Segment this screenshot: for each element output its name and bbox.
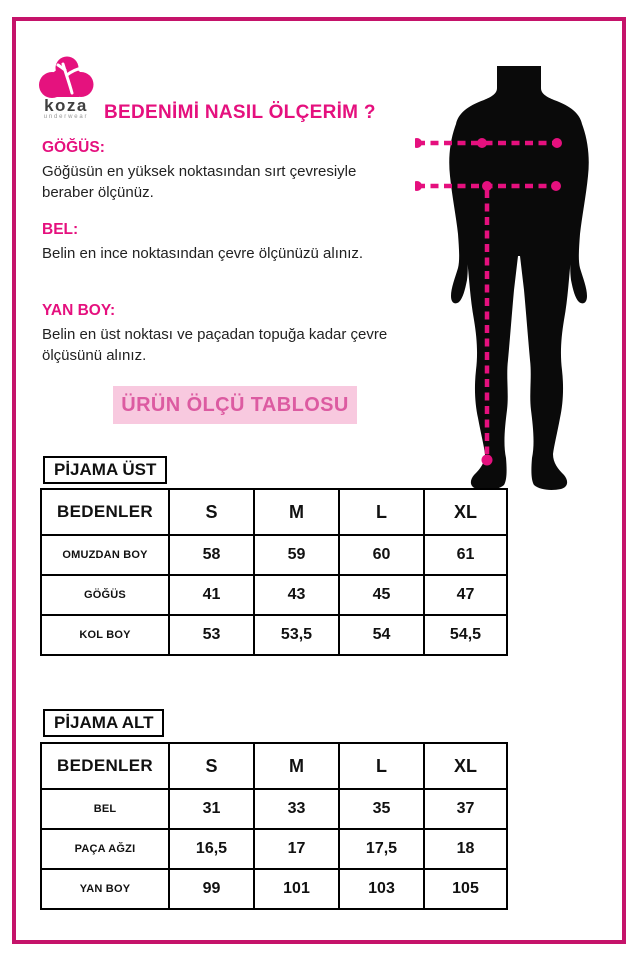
section-heading-yanboy: YAN BOY:: [42, 302, 116, 319]
cell-value: 59: [254, 535, 339, 575]
cell-value: 17,5: [339, 829, 424, 869]
koza-logo-icon: [38, 56, 96, 100]
column-header: XL: [424, 489, 507, 535]
cell-value: 18: [424, 829, 507, 869]
column-header: BEDENLER: [41, 743, 169, 789]
table-row: [41, 615, 507, 655]
size-table-banner: ÜRÜN ÖLÇÜ TABLOSU: [113, 386, 357, 424]
cell-value: 60: [339, 535, 424, 575]
chest-measure-dot: [415, 138, 422, 148]
column-header: BEDENLER: [41, 489, 169, 535]
column-header: L: [339, 489, 424, 535]
table-row: [41, 869, 507, 909]
size-table-pijama-alt: [40, 742, 508, 910]
cell-value: 43: [254, 575, 339, 615]
table-label-pijama-alt: PİJAMA ALT: [43, 709, 164, 737]
cell-value: 33: [254, 789, 339, 829]
cell-value: 61: [424, 535, 507, 575]
column-header: M: [254, 743, 339, 789]
side-length-measure-dot: [482, 455, 493, 466]
waist-measure-dot: [415, 181, 422, 191]
cell-value: 16,5: [169, 829, 254, 869]
column-header: S: [169, 743, 254, 789]
section-text-yanboy: Belin en üst noktası ve paçadan topuğa kadar çevre ölçüsünü alınız.: [42, 326, 388, 365]
page-title: BEDENİMİ NASIL ÖLÇERİM ?: [104, 102, 376, 123]
cell-value: 105: [424, 869, 507, 909]
cell-value: 54,5: [424, 615, 507, 655]
table-label-pijama-ust: PİJAMA ÜST: [43, 456, 167, 484]
row-label: PAÇA AĞZI: [41, 829, 169, 869]
table-row: [41, 575, 507, 615]
cell-value: 17: [254, 829, 339, 869]
cell-value: 103: [339, 869, 424, 909]
cell-value: 99: [169, 869, 254, 909]
chest-measure-dot: [477, 138, 487, 148]
column-header: S: [169, 489, 254, 535]
waist-measure-dot: [551, 181, 561, 191]
logo-sub-text: underwear: [43, 114, 89, 120]
cell-value: 101: [254, 869, 339, 909]
cell-value: 35: [339, 789, 424, 829]
section-heading-gogus: GÖĞÜS:: [42, 139, 105, 156]
column-header: L: [339, 743, 424, 789]
logo-brand-text: koza: [44, 96, 88, 115]
table-row: [41, 535, 507, 575]
row-label: BEL: [41, 789, 169, 829]
body-silhouette: [449, 66, 589, 490]
section-text-gogus: Göğüsün en yüksek noktasından sırt çevresiyle beraber ölçünüz.: [42, 163, 357, 202]
body-silhouette-figure: [415, 62, 610, 492]
column-header: M: [254, 489, 339, 535]
cell-value: 37: [424, 789, 507, 829]
section-heading-bel: BEL:: [42, 221, 79, 238]
cell-value: 47: [424, 575, 507, 615]
table-row: [41, 829, 507, 869]
row-label: YAN BOY: [41, 869, 169, 909]
cell-value: 41: [169, 575, 254, 615]
chest-measure-dot: [552, 138, 562, 148]
row-label: OMUZDAN BOY: [41, 535, 169, 575]
waist-measure-dot: [482, 181, 492, 191]
cell-value: 58: [169, 535, 254, 575]
column-header: XL: [424, 743, 507, 789]
table-row: [41, 789, 507, 829]
row-label: KOL BOY: [41, 615, 169, 655]
table-header-row: [41, 743, 507, 789]
cell-value: 53: [169, 615, 254, 655]
table-header-row: [41, 489, 507, 535]
cell-value: 53,5: [254, 615, 339, 655]
cell-value: 31: [169, 789, 254, 829]
row-label: GÖĞÜS: [41, 575, 169, 615]
cell-value: 45: [339, 575, 424, 615]
cell-value: 54: [339, 615, 424, 655]
size-table-pijama-ust: [40, 488, 508, 656]
section-text-bel: Belin en ince noktasından çevre ölçünüzü alınız.: [42, 245, 364, 262]
